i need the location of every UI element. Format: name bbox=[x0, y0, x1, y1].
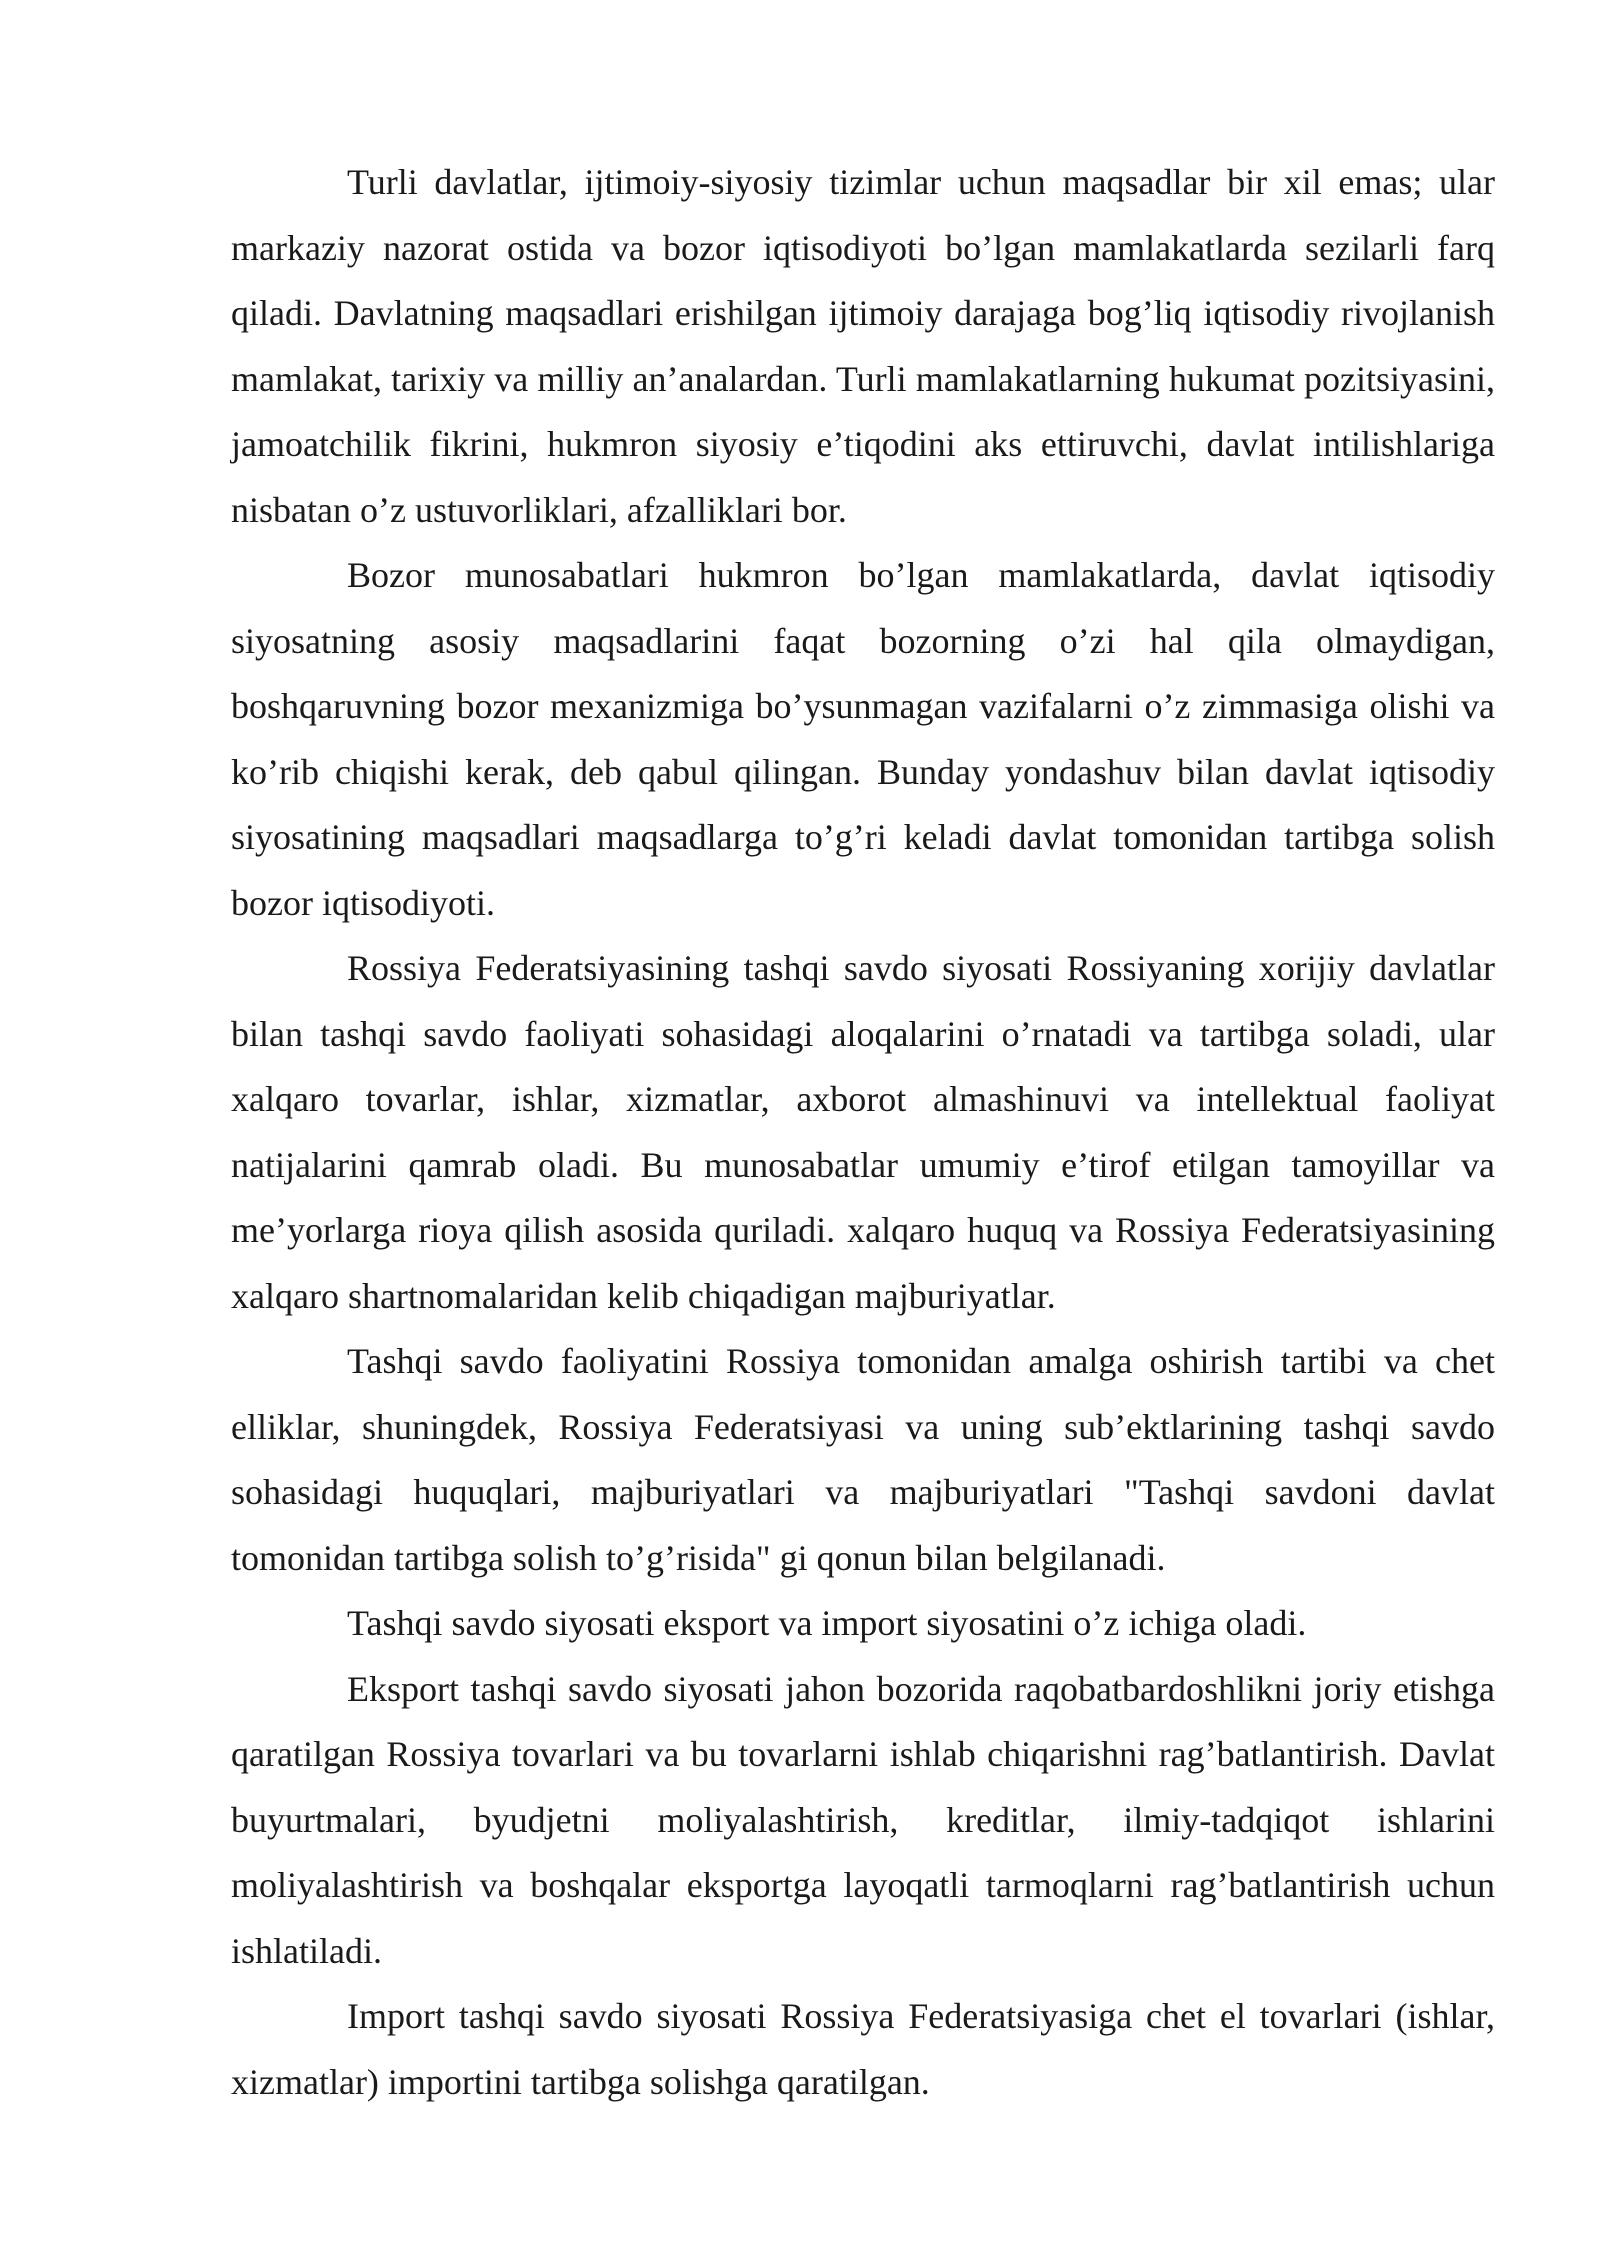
paragraph-goals-differ: Turli davlatlar, ijtimoiy-siyosiy tizimlar uchun maqsadlar bir xil emas; ular markaziy nazorat ostida va bozor iqtisodiyoti bo’lgan mamlakatlarda sezilarli farq qiladi. Davlatning maqsadlari erishilgan ijtimoiy darajaga bog’liq iqtisodiy rivojlanish mamlakat, tarixiy va milliy an’analardan. Turli mamlakatlarning hukumat pozitsiyasini, jamoatchilik fikrini, hukmron siyosiy e’tiqodini aks ettiruvchi, davlat intilishlariga nisbatan o’z ustuvorliklari, afzalliklari bor. bbox=[231, 162, 1495, 530]
paragraph-export-import-scope: Tashqi savdo siyosati eksport va import siyosatini o’z ichiga oladi. bbox=[347, 1603, 1307, 1643]
document-body bbox=[231, 150, 1495, 2115]
paragraph-russia-trade-policy: Rossiya Federatsiyasining tashqi savdo siyosati Rossiyaning xorijiy davlatlar bilan tashqi savdo faoliyati sohasidagi aloqalarini o’rnatadi va tartibga soladi, ular xalqaro tovarlar, ishlar, xizmatlar, axborot almashinuvi va intellektual faoliyat natijalarini qamrab oladi. Bu munosabatlar umumiy e’tirof etilgan tamoyillar va me’yorlarga rioya qilish asosida quriladi. xalqaro huquq va Rossiya Federatsiyasining xalqaro shartnomalaridan kelib chiqadigan majburiyatlar. bbox=[231, 948, 1495, 1316]
paragraph-market-relations: Bozor munosabatlari hukmron bo’lgan mamlakatlarda, davlat iqtisodiy siyosatning asosiy maqsadlarini faqat bozorning o’zi hal qila olmaydigan, boshqaruvning bozor mexanizmiga bo’ysunmagan vazifalarni o’z zimmasiga olishi va ko’rib chiqishi kerak, deb qabul qilingan. Bunday yondashuv bilan davlat iqtisodiy siyosatining maqsadlari maqsadlarga to’g’ri keladi davlat tomonidan tartibga solish bozor iqtisodiyoti. bbox=[231, 555, 1495, 923]
paragraph-import-policy: Import tashqi savdo siyosati Rossiya Federatsiyasiga chet el tovarlari (ishlar, xizmatlar) importini tartibga solishga qaratilgan. bbox=[231, 1996, 1495, 2102]
paragraph-foreign-trade-procedure: Tashqi savdo faoliyatini Rossiya tomonidan amalga oshirish tartibi va chet elliklar, shuningdek, Rossiya Federatsiyasi va uning sub’ektlarining tashqi savdo sohasidagi huquqlari, majburiyatlari va majburiyatlari "Tashqi savdoni davlat tomonidan tartibga solish to’g’risida" gi qonun bilan belgilanadi. bbox=[231, 1341, 1495, 1578]
paragraph-export-policy: Eksport tashqi savdo siyosati jahon bozorida raqobatbardoshlikni joriy etishga qaratilgan Rossiya tovarlari va bu tovarlarni ishlab chiqarishni rag’batlantirish. Davlat buyurtmalari, byudjetni moliyalashtirish, kreditlar, ilmiy-tadqiqot ishlarini moliyalashtirish va boshqalar eksportga layoqatli tarmoqlarni rag’batlantirish uchun ishlatiladi. bbox=[231, 1668, 1495, 1971]
